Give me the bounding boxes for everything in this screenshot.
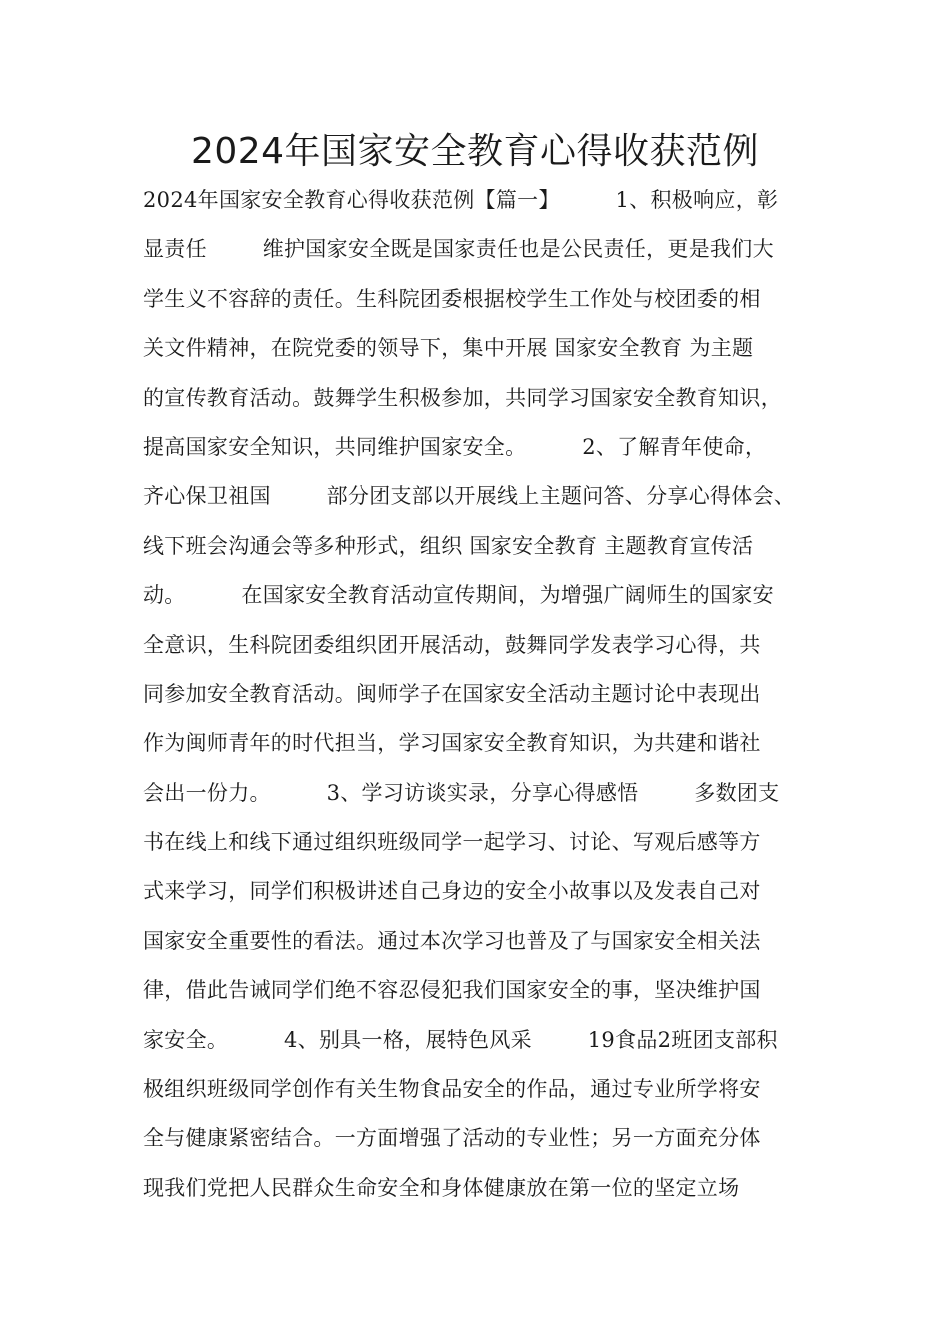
body-line: 同参加安全教育活动。闽师学子在国家安全活动主题讨论中表现出 (143, 681, 761, 706)
body-line: 书在线上和线下通过组织班级同学一起学习、讨论、写观后感等方 (143, 830, 761, 855)
body-line: 显责任 维护国家安全既是国家责任也是公民责任，更是我们大 (143, 237, 774, 262)
body-line: 全与健康紧密结合。一方面增强了活动的专业性；另一方面充分体 (143, 1126, 761, 1151)
body-line: 国家安全重要性的看法。通过本次学习也普及了与国家安全相关法 (143, 928, 761, 953)
document-body (143, 179, 821, 1216)
body-line: 提高国家安全知识，共同维护国家安全。 2、了解青年使命， (143, 434, 767, 459)
body-line: 极组织班级同学创作有关生物食品安全的作品，通过专业所学将安 (143, 1077, 761, 1102)
body-line: 关文件精神，在院党委的领导下，集中开展 国家安全教育 为主题 (143, 336, 754, 361)
body-line: 的宣传教育活动。鼓舞学生积极参加，共同学习国家安全教育知识， (143, 385, 782, 410)
body-line: 作为闽师青年的时代担当，学习国家安全教育知识，为共建和谐社 (143, 731, 761, 756)
body-line: 全意识，生科院团委组织团开展活动，鼓舞同学发表学习心得，共 (143, 632, 761, 657)
body-line: 律，借此告诫同学们绝不容忍侵犯我们国家安全的事，坚决维护国 (143, 978, 761, 1003)
body-line: 家安全。 4、别具一格，展特色风采 19食品2班团支部积 (143, 1027, 778, 1052)
body-line: 学生义不容辞的责任。生科院团委根据校学生工作处与校团委的相 (143, 286, 761, 311)
body-line: 线下班会沟通会等多种形式，组织 国家安全教育 主题教育宣传活 (143, 533, 754, 558)
body-line: 齐心保卫祖国 部分团支部以开展线上主题问答、分享心得体会、 (143, 484, 796, 509)
body-line: 现我们党把人民群众生命安全和身体健康放在第一位的坚定立场 (143, 1175, 740, 1200)
document-title: 2024年国家安全教育心得收获范例 (190, 131, 760, 172)
body-line: 式来学习，同学们积极讲述自己身边的安全小故事以及发表自己对 (143, 879, 761, 904)
body-line: 2024年国家安全教育心得收获范例【篇一】 1、积极响应，彰 (143, 188, 779, 212)
body-line: 动。 在国家安全教育活动宣传期间，为增强广阔师生的国家安 (143, 583, 774, 608)
body-line: 会出一份力。 3、学习访谈实录，分享心得感悟 多数团支 (143, 780, 780, 805)
